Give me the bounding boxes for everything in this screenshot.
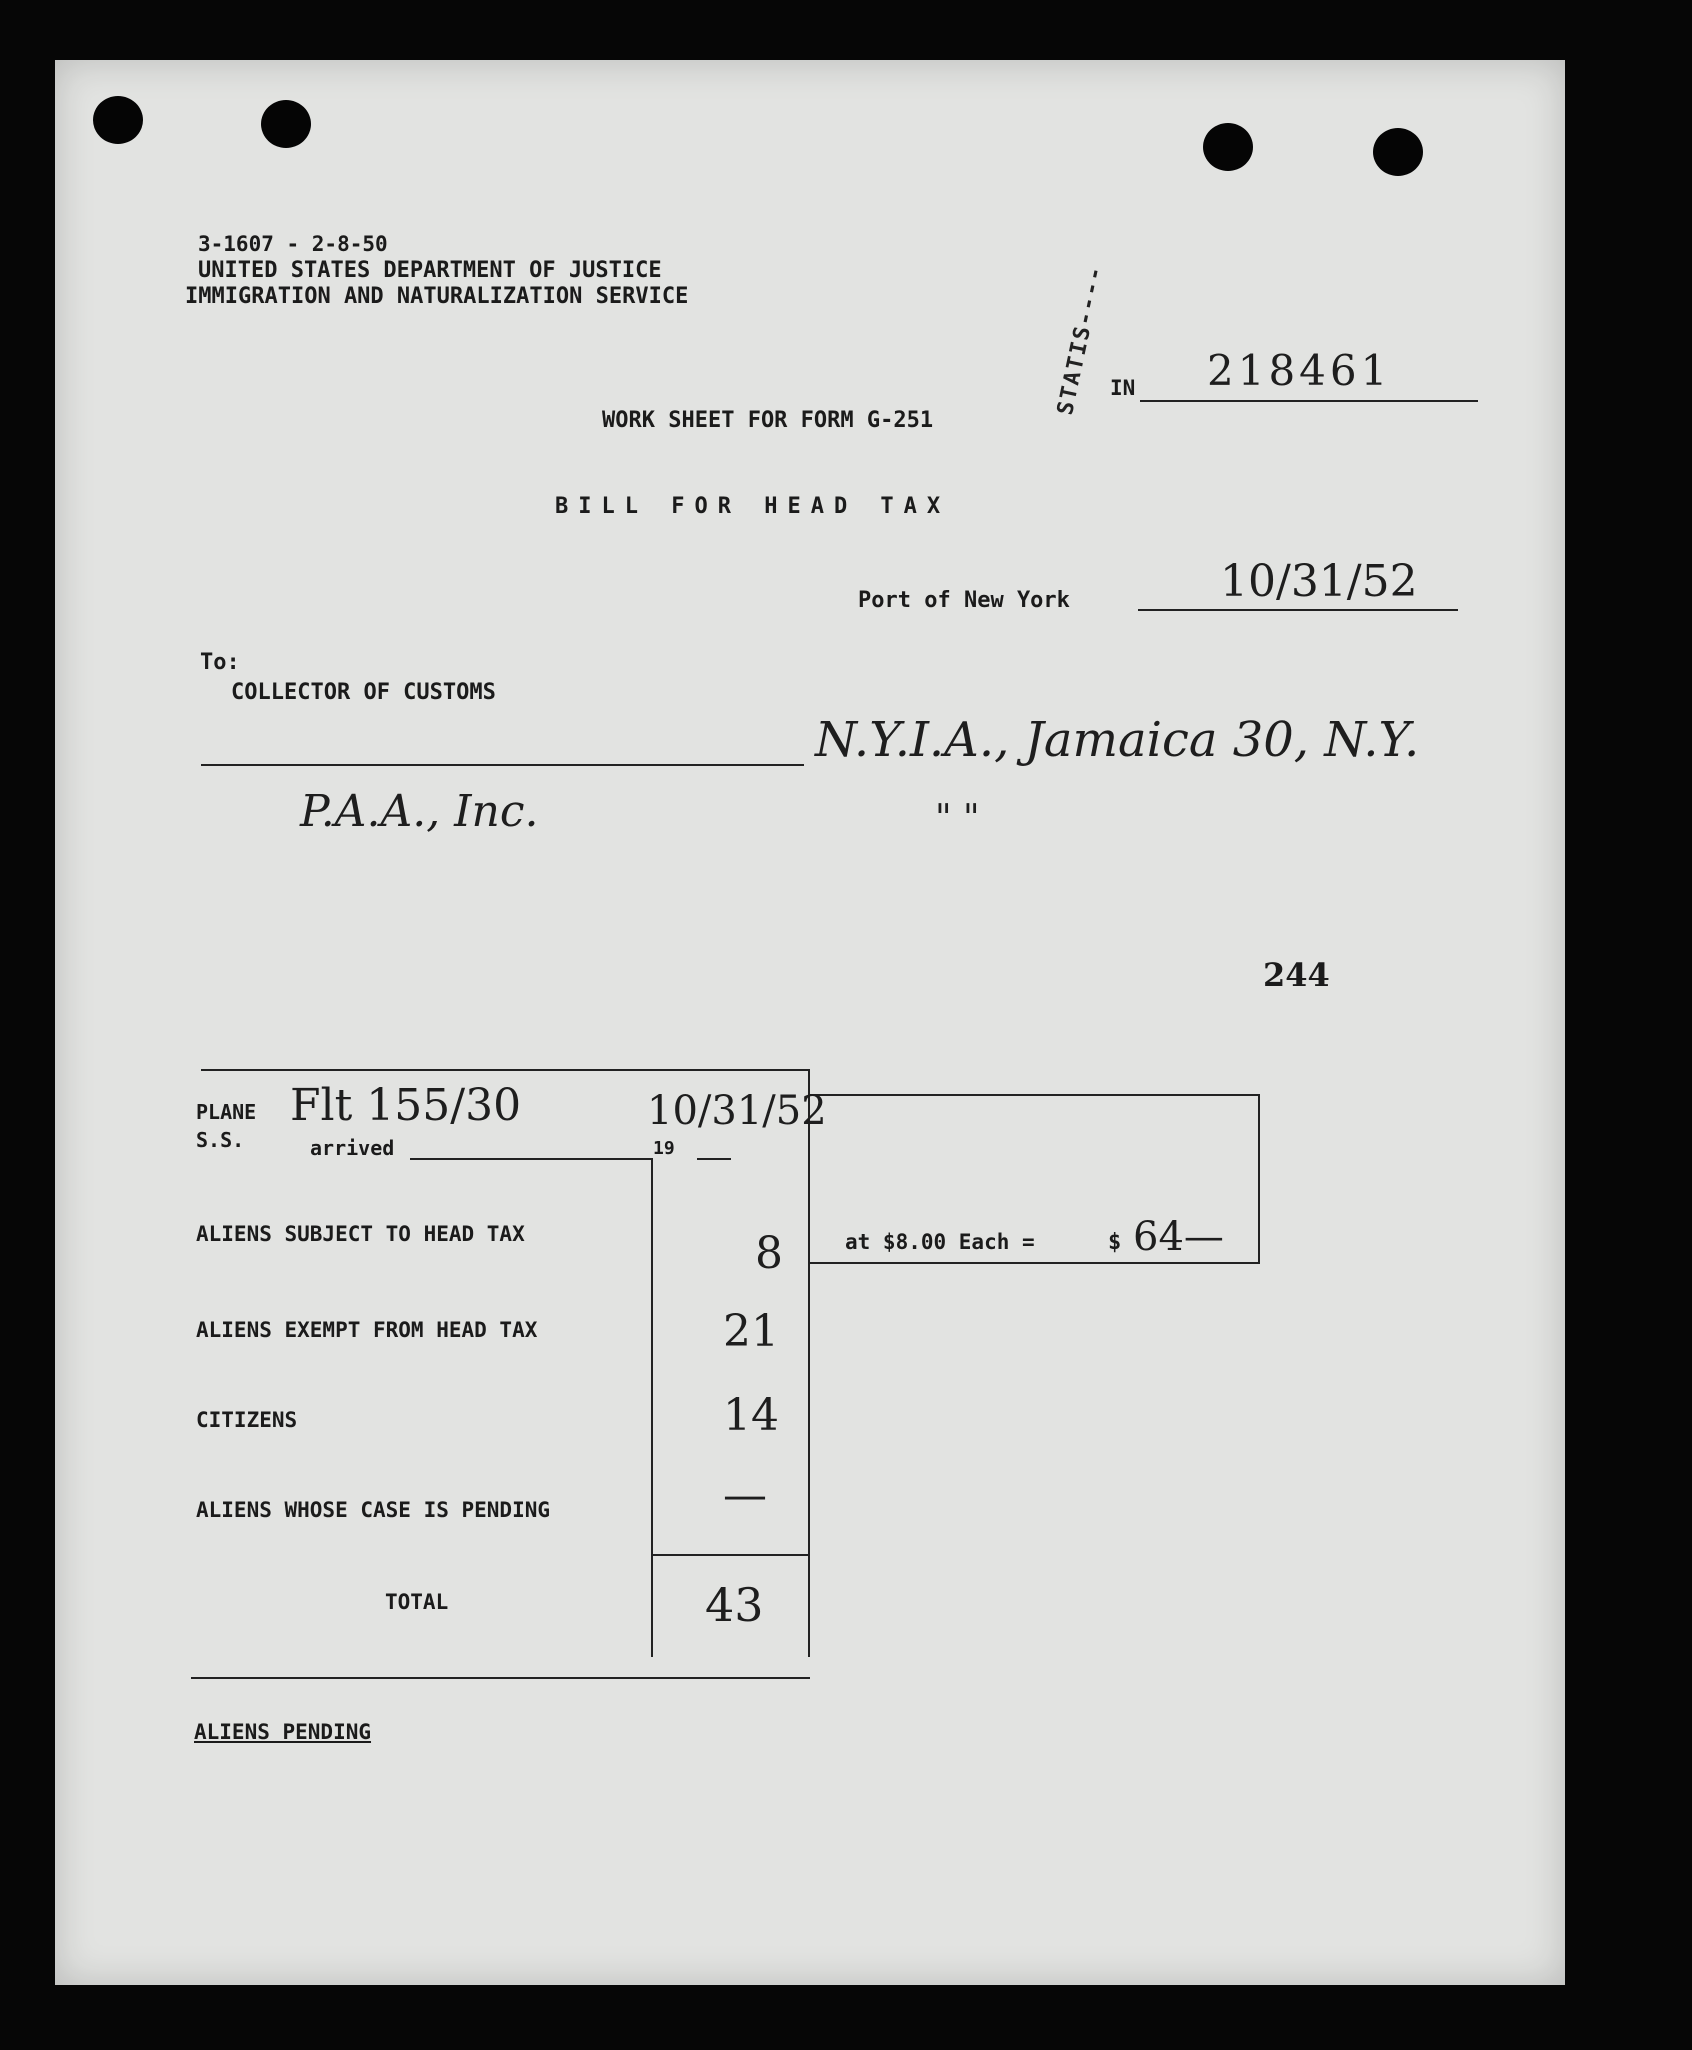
row-label-citizens: CITIZENS: [196, 1408, 298, 1432]
document-page: [55, 60, 1565, 1985]
punch-hole-right-1: [1203, 123, 1253, 171]
row-label-pending: ALIENS WHOSE CASE IS PENDING: [196, 1498, 551, 1522]
form-code: 3-1607 - 2-8-50: [198, 232, 388, 256]
total-separator: [651, 1554, 810, 1556]
right-box-bottom: [810, 1262, 1260, 1264]
table-bottom-line: [191, 1677, 810, 1679]
arrived-underline: [410, 1158, 653, 1160]
year-prefix: 19: [653, 1138, 675, 1159]
worksheet-title: WORK SHEET FOR FORM G-251: [602, 408, 934, 433]
flight-number: Flt 155/30: [290, 1080, 522, 1131]
plane-label: PLANE: [196, 1100, 257, 1124]
arrived-label: arrived: [310, 1136, 395, 1160]
row-label-subject: ALIENS SUBJECT TO HEAD TAX: [196, 1222, 525, 1246]
port-date: 10/31/52: [1220, 556, 1418, 607]
punch-hole-left-1: [93, 96, 143, 144]
amount-prefix: $: [1108, 1230, 1122, 1255]
ss-label: S.S.: [196, 1128, 245, 1152]
value-column-right: [808, 1069, 810, 1657]
punch-hole-left-2: [261, 100, 311, 148]
ditto-marks: " ": [935, 798, 980, 839]
department-name: UNITED STATES DEPARTMENT OF JUSTICE: [198, 258, 662, 283]
bill-title: BILL FOR HEAD TAX: [555, 494, 951, 519]
status-stamp: STATIS----: [1053, 262, 1110, 418]
addressee: COLLECTOR OF CUSTOMS: [231, 680, 496, 705]
rate-text: at $8.00 Each =: [845, 1230, 1035, 1254]
total-value: 43: [705, 1578, 764, 1632]
in-underline: [1140, 400, 1478, 402]
row-value-citizens: 14: [723, 1390, 779, 1441]
right-box-right: [1258, 1094, 1260, 1264]
handwritten-carrier: P.A.A., Inc.: [300, 786, 539, 837]
value-column-left: [651, 1160, 653, 1657]
row-label-exempt: ALIENS EXEMPT FROM HEAD TAX: [196, 1318, 538, 1342]
addressee-underline: [201, 764, 804, 766]
row-value-pending: —: [723, 1470, 767, 1521]
service-name: IMMIGRATION AND NATURALIZATION SERVICE: [185, 284, 689, 309]
amount-value: 64—: [1133, 1214, 1224, 1260]
handwritten-address: N.Y.I.A., Jamaica 30, N.Y.: [815, 712, 1420, 768]
row-value-exempt: 21: [723, 1306, 779, 1357]
to-label: To:: [200, 650, 240, 675]
in-number-value: 218461: [1207, 346, 1392, 395]
port-date-underline: [1138, 609, 1458, 611]
punch-hole-right-2: [1373, 128, 1423, 176]
aliens-pending-heading: ALIENS PENDING: [194, 1720, 372, 1744]
right-box-top: [810, 1094, 1260, 1096]
page-number: 244: [1263, 956, 1330, 994]
total-label: TOTAL: [385, 1590, 449, 1614]
port-label: Port of New York: [858, 588, 1070, 613]
year-underline: [697, 1158, 731, 1160]
row-value-subject: 8: [755, 1228, 783, 1279]
table-top-line: [201, 1069, 810, 1071]
in-label: IN: [1110, 376, 1136, 400]
arrival-date: 10/31/52: [647, 1088, 827, 1134]
